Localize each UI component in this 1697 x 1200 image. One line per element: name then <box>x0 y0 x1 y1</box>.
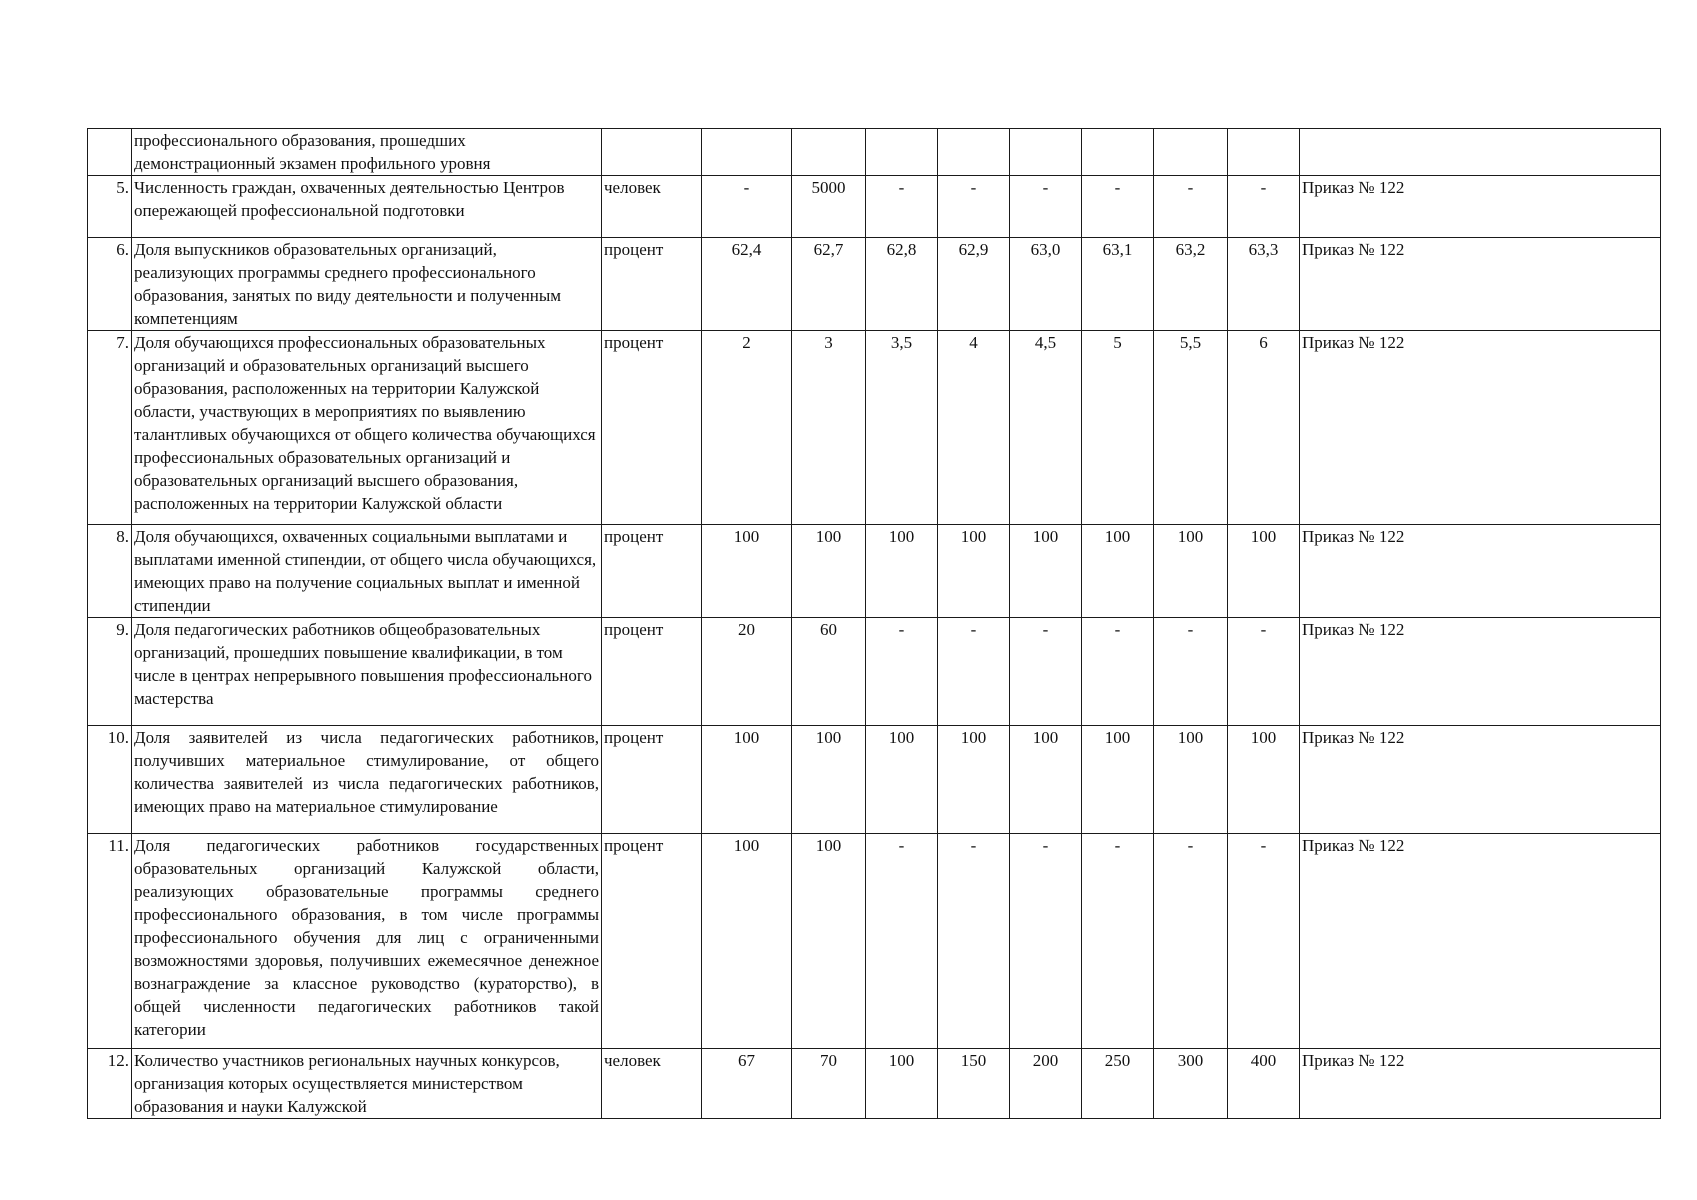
table-row <box>88 1049 1661 1119</box>
indicator-name-cell: Доля заявителей из числа педагогических работников, получивших материальное стимулирование, от общего количества заявителей из числа педагогических работников, имеющих право на материальное стимулирование <box>132 726 602 834</box>
table-row <box>88 176 1661 238</box>
row-number-cell: 12. <box>88 1049 132 1119</box>
value-cell: 63,1 <box>1082 238 1154 331</box>
value-cell: - <box>1082 834 1154 1049</box>
value-cell: 62,7 <box>792 238 866 331</box>
value-cell: 100 <box>866 525 938 618</box>
value-cell: 63,2 <box>1154 238 1228 331</box>
value-cell: 6 <box>1228 331 1300 525</box>
value-cell: - <box>1154 618 1228 726</box>
value-cell: 2 <box>702 331 792 525</box>
indicator-name-cell: Численность граждан, охваченных деятельностью Центров опережающей профессиональной подготовки <box>132 176 602 238</box>
value-cell: - <box>1010 618 1082 726</box>
value-cell: 100 <box>1228 726 1300 834</box>
value-cell: 4,5 <box>1010 331 1082 525</box>
value-cell <box>1228 129 1300 176</box>
value-cell: - <box>1082 176 1154 238</box>
value-cell <box>938 129 1010 176</box>
value-cell: - <box>938 176 1010 238</box>
value-cell: - <box>866 618 938 726</box>
value-cell: 100 <box>1082 726 1154 834</box>
unit-cell: процент <box>602 331 702 525</box>
value-cell: 100 <box>1010 726 1082 834</box>
value-cell: 100 <box>1228 525 1300 618</box>
value-cell: - <box>1154 176 1228 238</box>
source-document-cell: Приказ № 122 <box>1300 726 1661 834</box>
value-cell: 5,5 <box>1154 331 1228 525</box>
value-cell: 5 <box>1082 331 1154 525</box>
value-cell: 150 <box>938 1049 1010 1119</box>
value-cell: - <box>1010 176 1082 238</box>
source-document-cell: Приказ № 122 <box>1300 618 1661 726</box>
value-cell: 63,0 <box>1010 238 1082 331</box>
unit-cell: процент <box>602 238 702 331</box>
value-cell <box>866 129 938 176</box>
value-cell: 100 <box>792 834 866 1049</box>
value-cell: - <box>866 834 938 1049</box>
indicator-name-cell: Доля обучающихся профессиональных образовательных организаций и образовательных организаций высшего образования, расположенных на территории Калужской области, участвующих в мероприятиях по выявлению талантливых обучающихся от общего количества обучающихся профессиональных образовательных организаций и образовательных организаций высшего образования, расположенных на территории Калужской области <box>132 331 602 525</box>
value-cell <box>792 129 866 176</box>
unit-cell: процент <box>602 618 702 726</box>
value-cell: - <box>1228 834 1300 1049</box>
value-cell: 100 <box>1010 525 1082 618</box>
source-document-cell: Приказ № 122 <box>1300 525 1661 618</box>
value-cell: 100 <box>1154 726 1228 834</box>
value-cell: - <box>938 618 1010 726</box>
value-cell: 100 <box>702 834 792 1049</box>
value-cell: 100 <box>792 525 866 618</box>
source-document-cell: Приказ № 122 <box>1300 1049 1661 1119</box>
value-cell: 100 <box>866 1049 938 1119</box>
value-cell: 3 <box>792 331 866 525</box>
value-cell: 4 <box>938 331 1010 525</box>
table-row <box>88 129 1661 176</box>
source-document-cell: Приказ № 122 <box>1300 238 1661 331</box>
value-cell: 100 <box>938 525 1010 618</box>
source-document-cell: Приказ № 122 <box>1300 331 1661 525</box>
value-cell: - <box>938 834 1010 1049</box>
value-cell: - <box>1228 618 1300 726</box>
value-cell: 62,8 <box>866 238 938 331</box>
indicator-name-cell: Количество участников региональных научных конкурсов, организация которых осуществляется министерством образования и науки Калужской <box>132 1049 602 1119</box>
value-cell: - <box>866 176 938 238</box>
value-cell: - <box>1010 834 1082 1049</box>
value-cell: 100 <box>792 726 866 834</box>
row-number-cell <box>88 129 132 176</box>
value-cell: - <box>702 176 792 238</box>
value-cell: 67 <box>702 1049 792 1119</box>
source-document-cell <box>1300 129 1661 176</box>
row-number-cell: 9. <box>88 618 132 726</box>
value-cell: 100 <box>1082 525 1154 618</box>
indicator-name-cell: Доля обучающихся, охваченных социальными выплатами и выплатами именной стипендии, от общего числа обучающихся, имеющих право на получение социальных выплат и именной стипендии <box>132 525 602 618</box>
source-document-cell: Приказ № 122 <box>1300 834 1661 1049</box>
indicators-table <box>87 128 1661 1119</box>
row-number-cell: 6. <box>88 238 132 331</box>
value-cell: 300 <box>1154 1049 1228 1119</box>
value-cell: 70 <box>792 1049 866 1119</box>
indicator-name-cell: Доля педагогических работников государственных образовательных организаций Калужской области, реализующих образовательные программы среднего профессионального образования, в том числе программы профессионального обучения для лиц с ограниченными возможностями здоровья, получивших ежемесячное денежное вознаграждение за классное руководство (кураторство), в общей численности педагогических работников такой категории <box>132 834 602 1049</box>
table-row <box>88 618 1661 726</box>
indicator-name-cell: Доля выпускников образовательных организаций, реализующих программы среднего профессионального образования, занятых по виду деятельности и полученным компетенциям <box>132 238 602 331</box>
value-cell: 20 <box>702 618 792 726</box>
row-number-cell: 8. <box>88 525 132 618</box>
row-number-cell: 7. <box>88 331 132 525</box>
value-cell: 62,4 <box>702 238 792 331</box>
value-cell: 3,5 <box>866 331 938 525</box>
row-number-cell: 5. <box>88 176 132 238</box>
value-cell: - <box>1228 176 1300 238</box>
row-number-cell: 10. <box>88 726 132 834</box>
unit-cell: человек <box>602 1049 702 1119</box>
value-cell: - <box>1082 618 1154 726</box>
value-cell: 63,3 <box>1228 238 1300 331</box>
table-row <box>88 331 1661 525</box>
value-cell: 250 <box>1082 1049 1154 1119</box>
table-body <box>88 129 1661 1119</box>
unit-cell: человек <box>602 176 702 238</box>
table-row <box>88 834 1661 1049</box>
unit-cell <box>602 129 702 176</box>
value-cell: 62,9 <box>938 238 1010 331</box>
indicator-name-cell: Доля педагогических работников общеобразовательных организаций, прошедших повышение квалификации, в том числе в центрах непрерывного повышения профессионального мастерства <box>132 618 602 726</box>
value-cell <box>1010 129 1082 176</box>
value-cell <box>1082 129 1154 176</box>
value-cell: 400 <box>1228 1049 1300 1119</box>
value-cell: - <box>1154 834 1228 1049</box>
value-cell: 200 <box>1010 1049 1082 1119</box>
value-cell <box>702 129 792 176</box>
unit-cell: процент <box>602 525 702 618</box>
value-cell: 5000 <box>792 176 866 238</box>
indicator-name-cell: профессионального образования, прошедших демонстрационный экзамен профильного уровня <box>132 129 602 176</box>
value-cell: 100 <box>866 726 938 834</box>
source-document-cell: Приказ № 122 <box>1300 176 1661 238</box>
row-number-cell: 11. <box>88 834 132 1049</box>
value-cell: 100 <box>1154 525 1228 618</box>
table-row <box>88 238 1661 331</box>
value-cell: 100 <box>702 726 792 834</box>
unit-cell: процент <box>602 726 702 834</box>
table-row <box>88 726 1661 834</box>
value-cell <box>1154 129 1228 176</box>
value-cell: 60 <box>792 618 866 726</box>
value-cell: 100 <box>702 525 792 618</box>
value-cell: 100 <box>938 726 1010 834</box>
table-row <box>88 525 1661 618</box>
unit-cell: процент <box>602 834 702 1049</box>
